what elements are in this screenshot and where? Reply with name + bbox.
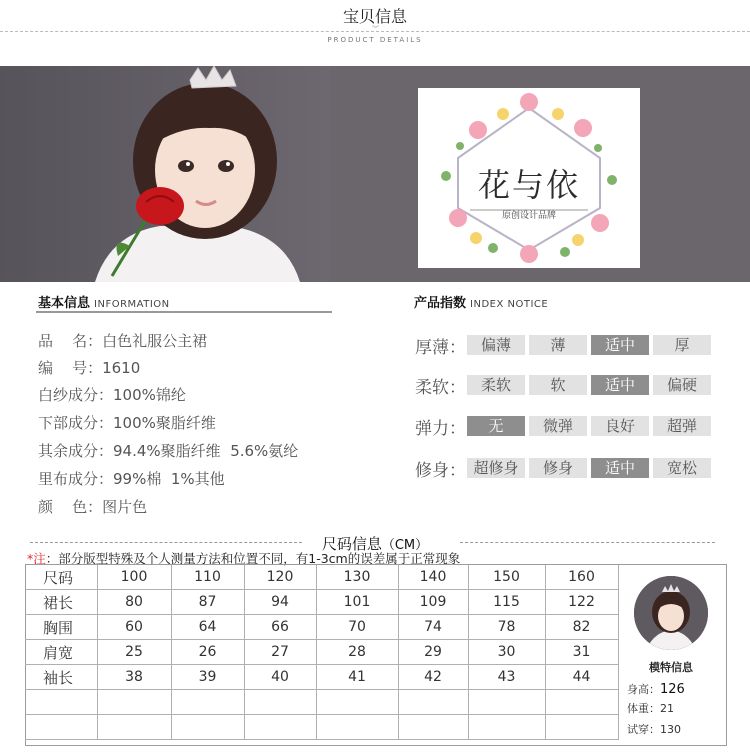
size-cell: 122 [545,590,618,615]
brand-tagline: 原创设计品牌 [501,211,556,221]
size-cell: 42 [398,665,468,690]
info-row-gauze: 白纱成分：100%锦纶 [38,386,186,404]
info-row-other: 其余成分：94.4%聚脂纤维 5.6%氨纶 [38,442,299,460]
size-cell: 70 [316,615,398,640]
chip-thickness-2: 适中 [591,335,649,355]
size-cell: 109 [398,590,468,615]
index-label-fit: 修身： [415,461,466,481]
size-cell: 26 [171,640,244,665]
note-marker: *注 [27,551,46,566]
table-row [25,665,618,690]
chip-elasticity-1: 微弹 [529,416,587,436]
size-cell: 140 [398,565,468,590]
table-row [25,690,618,715]
size-row-label: 裙长 [25,590,97,615]
size-cell: 41 [316,665,398,690]
size-cell: 31 [545,640,618,665]
product-photo [0,66,330,282]
index-label-elasticity: 弹力： [415,419,466,439]
info-row-name: 品 名：白色礼服公主裙 [38,332,208,350]
info-row-code: 编 号：1610 [38,359,141,377]
size-cell [398,690,468,715]
size-cell: 78 [468,615,545,640]
chip-softness-1: 软 [529,375,587,395]
chip-thickness-1: 薄 [529,335,587,355]
size-row-label [25,715,97,740]
table-row [25,640,618,665]
size-cell [97,715,171,740]
info-row-color: 颜 色：图片色 [38,498,148,516]
size-cell: 100 [97,565,171,590]
size-cell: 80 [97,590,171,615]
size-cell [468,690,545,715]
chip-fit-2: 适中 [591,458,649,478]
table-row [25,615,618,640]
info-row-lining: 里布成分：99%棉 1%其他 [38,470,225,488]
size-chart-heading: 尺码信息（CM） [321,535,429,553]
size-cell: 38 [97,665,171,690]
size-cell: 130 [316,565,398,590]
size-cell: 28 [316,640,398,665]
size-cell [97,690,171,715]
chip-thickness-0: 偏薄 [467,335,525,355]
size-row-label: 袖长 [25,665,97,690]
size-cell [171,715,244,740]
chip-fit-3: 宽松 [653,458,711,478]
size-cell: 40 [244,665,316,690]
size-cell: 82 [545,615,618,640]
chip-elasticity-0: 无 [467,416,525,436]
size-cell [244,715,316,740]
size-cell: 94 [244,590,316,615]
brand-name: 花与依 [477,166,580,204]
basic-info-divider [36,311,332,313]
size-cell: 87 [171,590,244,615]
chip-thickness-3: 厚 [653,335,711,355]
size-cell [545,690,618,715]
size-cell: 64 [171,615,244,640]
chip-elasticity-2: 良好 [591,416,649,436]
size-cell [316,715,398,740]
size-cell [244,690,316,715]
size-cell: 150 [468,565,545,590]
size-cell [171,690,244,715]
size-cell: 66 [244,615,316,640]
size-cell: 160 [545,565,618,590]
table-row [25,715,618,740]
header-divider [0,31,750,32]
index-notice-heading: 产品指数 INDEX NOTICE [414,296,549,311]
chip-softness-0: 柔软 [467,375,525,395]
model-tryon-size: 试穿：130 [627,723,681,736]
size-cell [316,690,398,715]
size-cell: 43 [468,665,545,690]
table-row [25,590,618,615]
page-section-title: 宝贝信息 [342,7,407,26]
girl-with-rose-image [0,66,330,282]
size-cell: 60 [97,615,171,640]
size-cell: 39 [171,665,244,690]
size-cell [468,715,545,740]
size-row-label [25,690,97,715]
size-row-label: 胸围 [25,615,97,640]
basic-info-heading: 基本信息 INFORMATION [38,296,170,311]
model-info-title: 模特信息 [649,661,693,674]
model-avatar [634,576,708,650]
index-label-thickness: 厚薄： [415,338,466,358]
model-photo [634,576,708,650]
size-cell: 30 [468,640,545,665]
chip-softness-3: 偏硬 [653,375,711,395]
info-row-lower: 下部成分：100%聚脂纤维 [38,414,216,432]
page-section-subtitle: PRODUCT DETAILS [327,36,423,44]
size-table [25,565,619,740]
size-cell: 74 [398,615,468,640]
size-cell [545,715,618,740]
chip-fit-1: 修身 [529,458,587,478]
chip-elasticity-3: 超弹 [653,416,711,436]
model-weight: 体重：21 [627,702,674,715]
size-cell: 101 [316,590,398,615]
size-cell [398,715,468,740]
index-label-softness: 柔软： [415,378,466,398]
size-row-label: 尺码 [25,565,97,590]
chip-softness-2: 适中 [591,375,649,395]
chevron-down-icon: ︾ [372,25,378,33]
chip-fit-0: 超修身 [467,458,525,478]
size-cell: 120 [244,565,316,590]
size-cell: 115 [468,590,545,615]
size-cell: 27 [244,640,316,665]
size-chart-note: *注：部分版型特殊及个人测量方法和位置不同，有1-3cm的误差属于正常现象 [27,551,461,566]
size-cell: 29 [398,640,468,665]
size-cell: 25 [97,640,171,665]
size-table-header-row [25,565,618,590]
size-cell: 44 [545,665,618,690]
model-height: 身高：126 [627,682,685,697]
size-row-label: 肩宽 [25,640,97,665]
size-cell: 110 [171,565,244,590]
